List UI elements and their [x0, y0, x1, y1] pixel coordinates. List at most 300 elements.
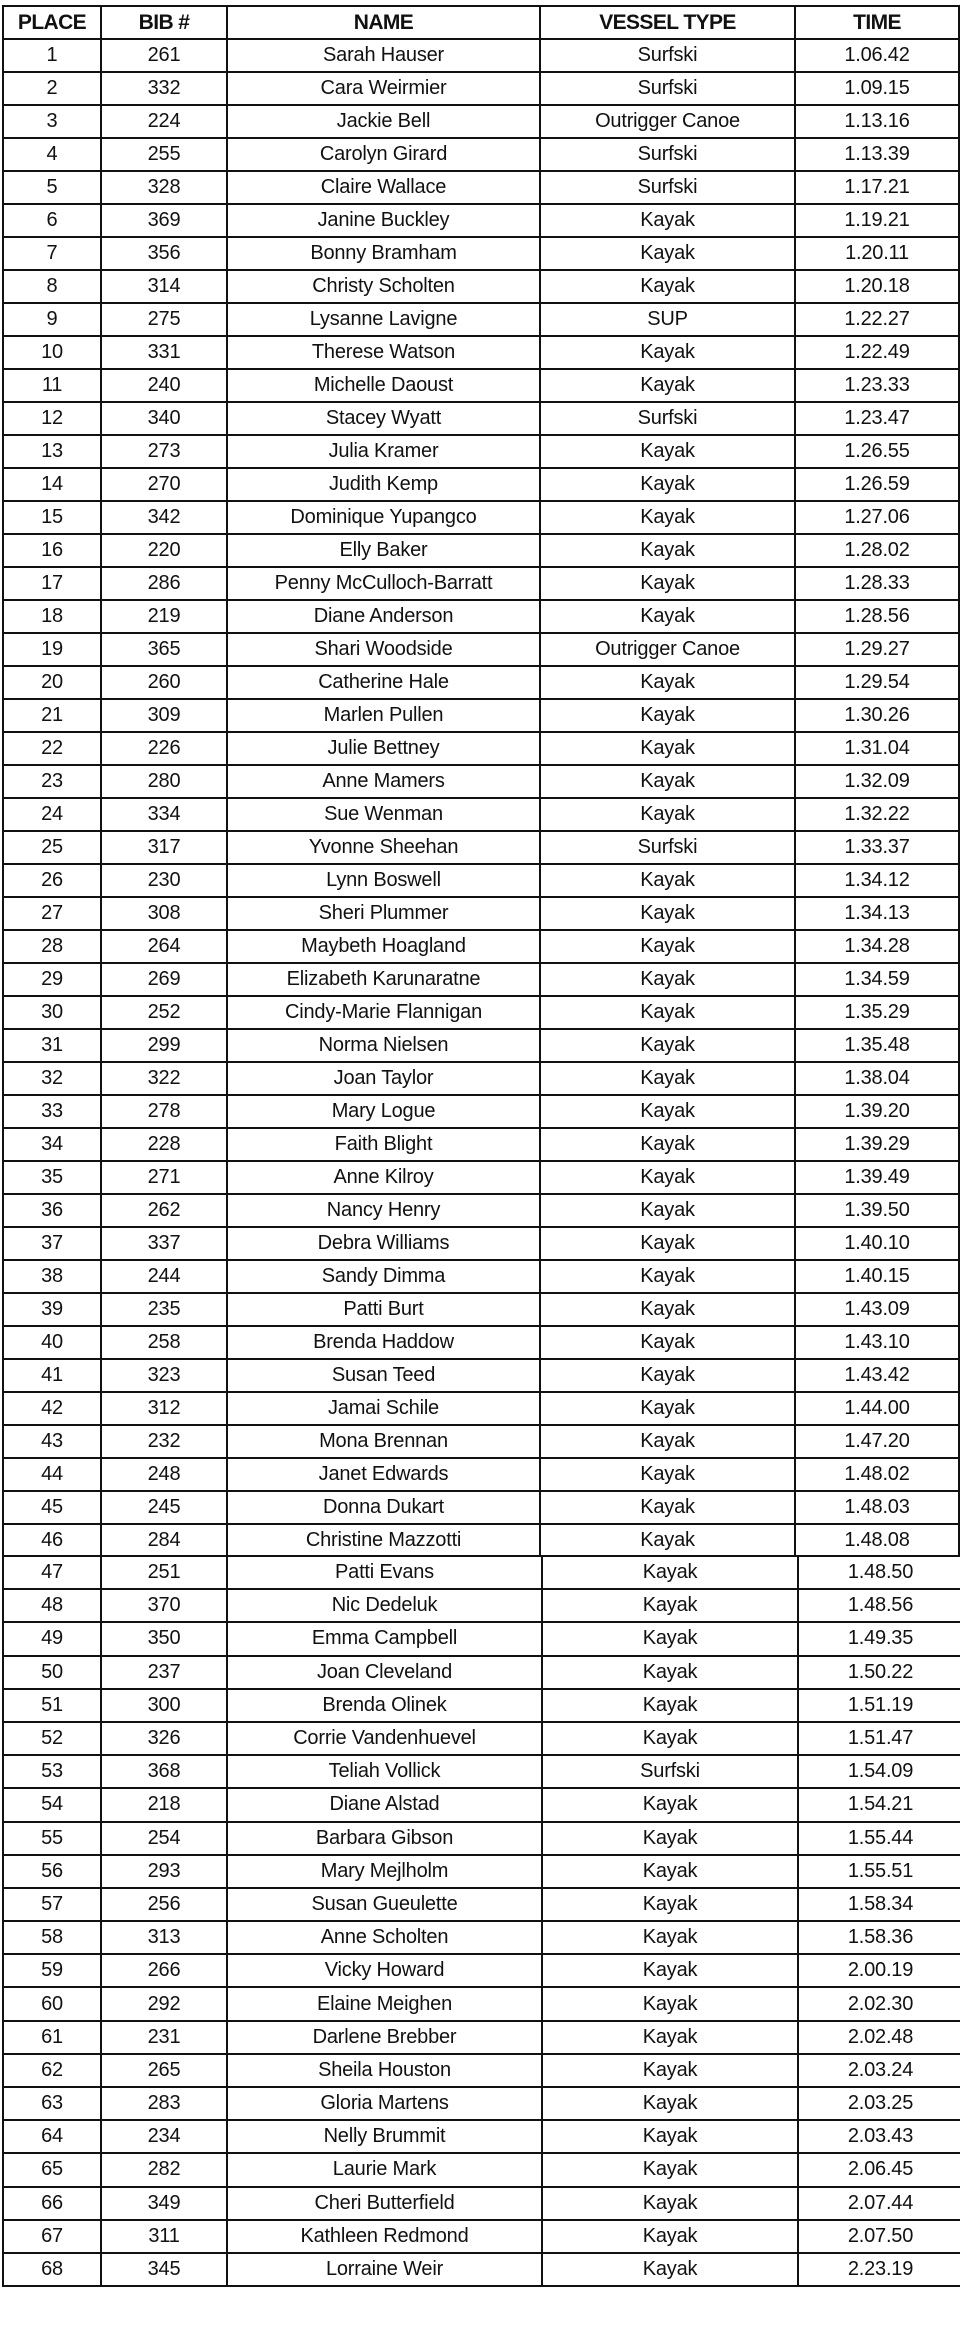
time-cell: 1.55.44: [798, 1822, 960, 1855]
name-cell: Therese Watson: [227, 336, 540, 369]
vessel-type-cell: Kayak: [540, 237, 795, 270]
table-row: [3, 1326, 959, 1359]
time-cell: 1.29.54: [795, 666, 959, 699]
bib-cell: 331: [101, 336, 227, 369]
name-cell: Sarah Hauser: [227, 39, 540, 72]
name-cell: Bonny Bramham: [227, 237, 540, 270]
bib-cell: 240: [101, 369, 227, 402]
place-cell: 50: [3, 1656, 101, 1689]
vessel-type-cell: Kayak: [542, 1556, 798, 1589]
time-cell: 1.32.09: [795, 765, 959, 798]
table-row: [3, 72, 959, 105]
bib-cell: 328: [101, 171, 227, 204]
time-cell: 1.20.18: [795, 270, 959, 303]
vessel-type-cell: Kayak: [540, 1326, 795, 1359]
table-row: [3, 2054, 960, 2087]
place-cell: 57: [3, 1888, 101, 1921]
name-cell: Norma Nielsen: [227, 1029, 540, 1062]
place-cell: 15: [3, 501, 101, 534]
time-cell: 1.34.28: [795, 930, 959, 963]
place-cell: 29: [3, 963, 101, 996]
bib-cell: 218: [101, 1788, 227, 1821]
place-cell: 34: [3, 1128, 101, 1161]
time-cell: 1.17.21: [795, 171, 959, 204]
time-cell: 1.23.33: [795, 369, 959, 402]
vessel-type-cell: Kayak: [540, 1359, 795, 1392]
vessel-type-cell: Kayak: [540, 1227, 795, 1260]
vessel-type-cell: Kayak: [542, 2253, 798, 2286]
bib-cell: 286: [101, 567, 227, 600]
vessel-type-cell: Kayak: [540, 699, 795, 732]
name-cell: Janet Edwards: [227, 1458, 540, 1491]
bib-cell: 258: [101, 1326, 227, 1359]
time-cell: 1.43.42: [795, 1359, 959, 1392]
results-table-top: [2, 5, 960, 1558]
bib-cell: 317: [101, 831, 227, 864]
table-row: [3, 1622, 960, 1655]
time-cell: 1.26.59: [795, 468, 959, 501]
name-cell: Stacey Wyatt: [227, 402, 540, 435]
name-cell: Jamai Schile: [227, 1392, 540, 1425]
table-row: [3, 1062, 959, 1095]
vessel-type-cell: Outrigger Canoe: [540, 105, 795, 138]
results-body-top: [3, 39, 959, 1557]
place-cell: 1: [3, 39, 101, 72]
vessel-type-cell: Kayak: [540, 963, 795, 996]
table-row: [3, 534, 959, 567]
bib-cell: 369: [101, 204, 227, 237]
vessel-type-cell: Kayak: [540, 1425, 795, 1458]
name-cell: Sheri Plummer: [227, 897, 540, 930]
time-cell: 1.48.02: [795, 1458, 959, 1491]
table-row: [3, 1491, 959, 1524]
table-row: [3, 501, 959, 534]
vessel-type-cell: Kayak: [540, 732, 795, 765]
place-cell: 47: [3, 1556, 101, 1589]
bib-cell: 224: [101, 105, 227, 138]
bib-cell: 311: [101, 2220, 227, 2253]
bib-cell: 349: [101, 2187, 227, 2220]
vessel-type-cell: Kayak: [540, 864, 795, 897]
vessel-type-cell: Kayak: [540, 897, 795, 930]
place-cell: 23: [3, 765, 101, 798]
place-cell: 8: [3, 270, 101, 303]
time-cell: 1.34.12: [795, 864, 959, 897]
name-cell: Kathleen Redmond: [227, 2220, 542, 2253]
table-row: [3, 1095, 959, 1128]
bib-cell: 232: [101, 1425, 227, 1458]
vessel-type-cell: Kayak: [540, 204, 795, 237]
name-cell: Barbara Gibson: [227, 1822, 542, 1855]
table-row: [3, 1556, 960, 1589]
place-cell: 63: [3, 2087, 101, 2120]
bib-cell: 370: [101, 1589, 227, 1622]
table-row: [3, 1987, 960, 2020]
table-row: [3, 468, 959, 501]
table-row: [3, 831, 959, 864]
name-cell: Donna Dukart: [227, 1491, 540, 1524]
table-row: [3, 2253, 960, 2286]
vessel-type-cell: Kayak: [542, 2087, 798, 2120]
time-cell: 1.30.26: [795, 699, 959, 732]
place-cell: 33: [3, 1095, 101, 1128]
vessel-type-cell: Kayak: [540, 1458, 795, 1491]
time-cell: 1.23.47: [795, 402, 959, 435]
place-cell: 5: [3, 171, 101, 204]
time-cell: 1.32.22: [795, 798, 959, 831]
time-cell: 2.03.43: [798, 2120, 960, 2153]
name-cell: Christine Mazzotti: [227, 1524, 540, 1557]
place-cell: 20: [3, 666, 101, 699]
vessel-type-cell: Outrigger Canoe: [540, 633, 795, 666]
time-cell: 1.51.19: [798, 1689, 960, 1722]
bib-cell: 314: [101, 270, 227, 303]
time-cell: 1.34.13: [795, 897, 959, 930]
name-cell: Faith Blight: [227, 1128, 540, 1161]
bib-cell: 280: [101, 765, 227, 798]
place-cell: 52: [3, 1722, 101, 1755]
vessel-type-cell: Kayak: [540, 501, 795, 534]
vessel-type-cell: Kayak: [540, 1260, 795, 1293]
time-cell: 2.03.24: [798, 2054, 960, 2087]
table-row: [3, 864, 959, 897]
name-cell: Elly Baker: [227, 534, 540, 567]
time-cell: 2.07.50: [798, 2220, 960, 2253]
vessel-type-cell: Kayak: [540, 600, 795, 633]
time-cell: 2.06.45: [798, 2153, 960, 2186]
table-row: [3, 1128, 959, 1161]
place-cell: 44: [3, 1458, 101, 1491]
table-row: [3, 2220, 960, 2253]
vessel-type-cell: Kayak: [540, 798, 795, 831]
bib-cell: 256: [101, 1888, 227, 1921]
time-cell: 1.48.56: [798, 1589, 960, 1622]
place-cell: 36: [3, 1194, 101, 1227]
table-row: [3, 1921, 960, 1954]
name-cell: Claire Wallace: [227, 171, 540, 204]
bib-cell: 226: [101, 732, 227, 765]
table-row: [3, 1788, 960, 1821]
table-row: [3, 1954, 960, 1987]
table-row: [3, 1359, 959, 1392]
name-cell: Catherine Hale: [227, 666, 540, 699]
table-row: [3, 138, 959, 171]
time-cell: 1.39.20: [795, 1095, 959, 1128]
table-row: [3, 2087, 960, 2120]
place-cell: 28: [3, 930, 101, 963]
place-cell: 12: [3, 402, 101, 435]
time-cell: 1.38.04: [795, 1062, 959, 1095]
vessel-type-cell: Kayak: [540, 1293, 795, 1326]
place-cell: 55: [3, 1822, 101, 1855]
name-cell: Jackie Bell: [227, 105, 540, 138]
time-cell: 2.02.30: [798, 1987, 960, 2020]
place-cell: 37: [3, 1227, 101, 1260]
bib-cell: 219: [101, 600, 227, 633]
name-cell: Lysanne Lavigne: [227, 303, 540, 336]
name-cell: Cara Weirmier: [227, 72, 540, 105]
vessel-type-cell: Kayak: [540, 765, 795, 798]
name-cell: Darlene Brebber: [227, 2021, 542, 2054]
bib-cell: 264: [101, 930, 227, 963]
name-cell: Julie Bettney: [227, 732, 540, 765]
table-row: [3, 930, 959, 963]
bib-cell: 337: [101, 1227, 227, 1260]
time-cell: 1.48.50: [798, 1556, 960, 1589]
vessel-type-cell: Kayak: [542, 2021, 798, 2054]
table-row: [3, 633, 959, 666]
time-cell: 1.54.21: [798, 1788, 960, 1821]
bib-cell: 340: [101, 402, 227, 435]
bib-cell: 323: [101, 1359, 227, 1392]
table-row: [3, 732, 959, 765]
name-cell: Carolyn Girard: [227, 138, 540, 171]
vessel-type-cell: Kayak: [542, 1656, 798, 1689]
vessel-type-cell: Kayak: [542, 2187, 798, 2220]
name-cell: Marlen Pullen: [227, 699, 540, 732]
place-cell: 68: [3, 2253, 101, 2286]
vessel-type-cell: Kayak: [540, 567, 795, 600]
time-cell: 1.35.48: [795, 1029, 959, 1062]
vessel-type-cell: Kayak: [542, 1921, 798, 1954]
bib-cell: 262: [101, 1194, 227, 1227]
time-cell: 1.43.09: [795, 1293, 959, 1326]
name-cell: Brenda Haddow: [227, 1326, 540, 1359]
header-vessel-type: VESSEL TYPE: [540, 6, 795, 39]
table-row: [3, 963, 959, 996]
table-row: [3, 567, 959, 600]
place-cell: 40: [3, 1326, 101, 1359]
place-cell: 38: [3, 1260, 101, 1293]
place-cell: 65: [3, 2153, 101, 2186]
name-cell: Anne Kilroy: [227, 1161, 540, 1194]
vessel-type-cell: Kayak: [540, 270, 795, 303]
vessel-type-cell: Surfski: [540, 39, 795, 72]
time-cell: 2.00.19: [798, 1954, 960, 1987]
bib-cell: 271: [101, 1161, 227, 1194]
results-table-bottom: [2, 1555, 960, 2287]
vessel-type-cell: Kayak: [540, 1491, 795, 1524]
place-cell: 35: [3, 1161, 101, 1194]
vessel-type-cell: Kayak: [540, 1194, 795, 1227]
bib-cell: 255: [101, 138, 227, 171]
place-cell: 58: [3, 1921, 101, 1954]
bib-cell: 231: [101, 2021, 227, 2054]
vessel-type-cell: Kayak: [542, 1622, 798, 1655]
table-row: [3, 897, 959, 930]
time-cell: 1.54.09: [798, 1755, 960, 1788]
bib-cell: 244: [101, 1260, 227, 1293]
bib-cell: 326: [101, 1722, 227, 1755]
place-cell: 64: [3, 2120, 101, 2153]
name-cell: Cindy-Marie Flannigan: [227, 996, 540, 1029]
table-row: [3, 369, 959, 402]
name-cell: Anne Mamers: [227, 765, 540, 798]
name-cell: Lorraine Weir: [227, 2253, 542, 2286]
time-cell: 1.27.06: [795, 501, 959, 534]
bib-cell: 283: [101, 2087, 227, 2120]
time-cell: 1.47.20: [795, 1425, 959, 1458]
place-cell: 30: [3, 996, 101, 1029]
table-row: [3, 798, 959, 831]
bib-cell: 252: [101, 996, 227, 1029]
name-cell: Nelly Brummit: [227, 2120, 542, 2153]
table-row: [3, 996, 959, 1029]
time-cell: 1.58.34: [798, 1888, 960, 1921]
place-cell: 26: [3, 864, 101, 897]
name-cell: Brenda Olinek: [227, 1689, 542, 1722]
vessel-type-cell: Kayak: [542, 1689, 798, 1722]
bib-cell: 254: [101, 1822, 227, 1855]
place-cell: 10: [3, 336, 101, 369]
time-cell: 1.29.27: [795, 633, 959, 666]
table-row: [3, 1425, 959, 1458]
bib-cell: 299: [101, 1029, 227, 1062]
vessel-type-cell: SUP: [540, 303, 795, 336]
place-cell: 45: [3, 1491, 101, 1524]
name-cell: Judith Kemp: [227, 468, 540, 501]
table-row: [3, 1458, 959, 1491]
place-cell: 17: [3, 567, 101, 600]
bib-cell: 265: [101, 2054, 227, 2087]
bib-cell: 235: [101, 1293, 227, 1326]
table-row: [3, 1392, 959, 1425]
vessel-type-cell: Kayak: [540, 336, 795, 369]
name-cell: Elizabeth Karunaratne: [227, 963, 540, 996]
place-cell: 54: [3, 1788, 101, 1821]
name-cell: Maybeth Hoagland: [227, 930, 540, 963]
name-cell: Joan Cleveland: [227, 1656, 542, 1689]
vessel-type-cell: Kayak: [540, 1029, 795, 1062]
place-cell: 6: [3, 204, 101, 237]
bib-cell: 248: [101, 1458, 227, 1491]
name-cell: Teliah Vollick: [227, 1755, 542, 1788]
vessel-type-cell: Kayak: [540, 996, 795, 1029]
time-cell: 1.48.03: [795, 1491, 959, 1524]
place-cell: 51: [3, 1689, 101, 1722]
bib-cell: 278: [101, 1095, 227, 1128]
table-row: [3, 2021, 960, 2054]
name-cell: Vicky Howard: [227, 1954, 542, 1987]
bib-cell: 269: [101, 963, 227, 996]
vessel-type-cell: Kayak: [542, 2054, 798, 2087]
time-cell: 1.35.29: [795, 996, 959, 1029]
name-cell: Diane Alstad: [227, 1788, 542, 1821]
time-cell: 1.55.51: [798, 1855, 960, 1888]
place-cell: 43: [3, 1425, 101, 1458]
name-cell: Diane Anderson: [227, 600, 540, 633]
time-cell: 2.07.44: [798, 2187, 960, 2220]
name-cell: Lynn Boswell: [227, 864, 540, 897]
name-cell: Elaine Meighen: [227, 1987, 542, 2020]
time-cell: 2.02.48: [798, 2021, 960, 2054]
bib-cell: 313: [101, 1921, 227, 1954]
bib-cell: 275: [101, 303, 227, 336]
time-cell: 1.28.33: [795, 567, 959, 600]
table-row: [3, 204, 959, 237]
bib-cell: 312: [101, 1392, 227, 1425]
header-bib: BIB #: [101, 6, 227, 39]
place-cell: 41: [3, 1359, 101, 1392]
place-cell: 53: [3, 1755, 101, 1788]
name-cell: Corrie Vandenhuevel: [227, 1722, 542, 1755]
name-cell: Emma Campbell: [227, 1622, 542, 1655]
vessel-type-cell: Kayak: [542, 1822, 798, 1855]
vessel-type-cell: Surfski: [540, 831, 795, 864]
table-row: [3, 105, 959, 138]
time-cell: 1.39.49: [795, 1161, 959, 1194]
time-cell: 1.48.08: [795, 1524, 959, 1557]
bib-cell: 266: [101, 1954, 227, 1987]
vessel-type-cell: Kayak: [540, 369, 795, 402]
bib-cell: 230: [101, 864, 227, 897]
name-cell: Cheri Butterfield: [227, 2187, 542, 2220]
time-cell: 1.44.00: [795, 1392, 959, 1425]
name-cell: Debra Williams: [227, 1227, 540, 1260]
vessel-type-cell: Kayak: [540, 534, 795, 567]
header-place: PLACE: [3, 6, 101, 39]
name-cell: Joan Taylor: [227, 1062, 540, 1095]
place-cell: 24: [3, 798, 101, 831]
name-cell: Sheila Houston: [227, 2054, 542, 2087]
name-cell: Yvonne Sheehan: [227, 831, 540, 864]
vessel-type-cell: Kayak: [540, 1128, 795, 1161]
bib-cell: 261: [101, 39, 227, 72]
name-cell: Michelle Daoust: [227, 369, 540, 402]
time-cell: 1.51.47: [798, 1722, 960, 1755]
name-cell: Nancy Henry: [227, 1194, 540, 1227]
bib-cell: 228: [101, 1128, 227, 1161]
name-cell: Susan Gueulette: [227, 1888, 542, 1921]
vessel-type-cell: Kayak: [540, 1062, 795, 1095]
place-cell: 25: [3, 831, 101, 864]
table-row: [3, 1194, 959, 1227]
vessel-type-cell: Kayak: [542, 1788, 798, 1821]
time-cell: 1.13.39: [795, 138, 959, 171]
time-cell: 1.34.59: [795, 963, 959, 996]
vessel-type-cell: Kayak: [540, 666, 795, 699]
vessel-type-cell: Kayak: [540, 930, 795, 963]
vessel-type-cell: Kayak: [540, 435, 795, 468]
place-cell: 59: [3, 1954, 101, 1987]
vessel-type-cell: Kayak: [542, 1855, 798, 1888]
vessel-type-cell: Kayak: [542, 1888, 798, 1921]
place-cell: 31: [3, 1029, 101, 1062]
place-cell: 4: [3, 138, 101, 171]
time-cell: 1.06.42: [795, 39, 959, 72]
bib-cell: 308: [101, 897, 227, 930]
place-cell: 66: [3, 2187, 101, 2220]
table-row: [3, 1029, 959, 1062]
vessel-type-cell: Kayak: [540, 1095, 795, 1128]
bib-cell: 284: [101, 1524, 227, 1557]
time-cell: 1.43.10: [795, 1326, 959, 1359]
table-row: [3, 1524, 959, 1557]
place-cell: 32: [3, 1062, 101, 1095]
vessel-type-cell: Kayak: [542, 1722, 798, 1755]
time-cell: 1.40.10: [795, 1227, 959, 1260]
place-cell: 48: [3, 1589, 101, 1622]
table-row: [3, 171, 959, 204]
name-cell: Mary Mejlholm: [227, 1855, 542, 1888]
bib-cell: 273: [101, 435, 227, 468]
name-cell: Patti Burt: [227, 1293, 540, 1326]
bib-cell: 368: [101, 1755, 227, 1788]
time-cell: 1.39.29: [795, 1128, 959, 1161]
bib-cell: 356: [101, 237, 227, 270]
time-cell: 1.19.21: [795, 204, 959, 237]
name-cell: Janine Buckley: [227, 204, 540, 237]
